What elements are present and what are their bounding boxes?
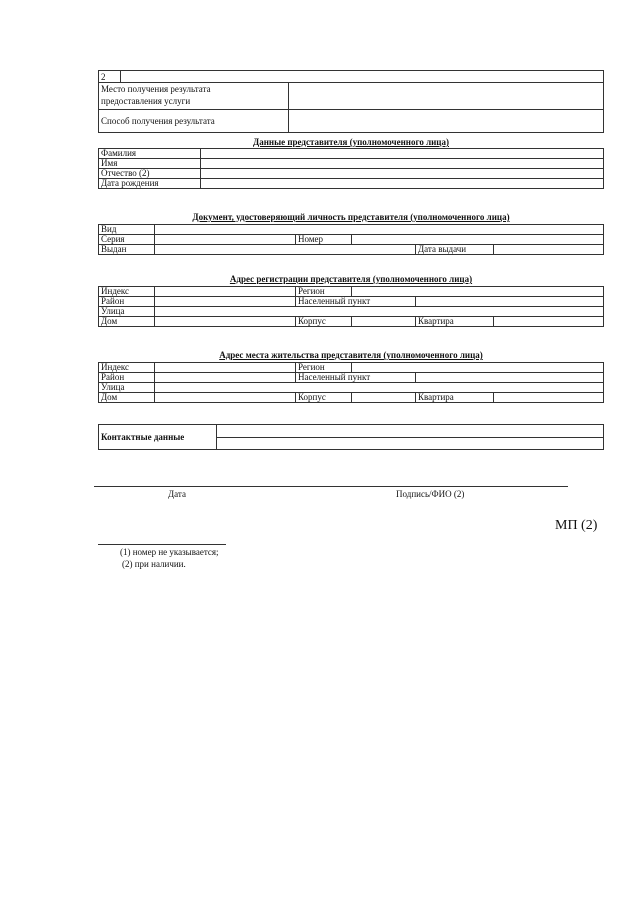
rep-section-title: Данные представителя (уполномоченного лица) [253,137,449,147]
first-name-field[interactable] [201,159,604,169]
reg-building-field[interactable] [352,317,416,327]
date-label: Дата [168,489,186,499]
rep-data-table [98,148,604,189]
reg-house-label: Дом [99,317,155,327]
reg-address-title: Адрес регистрации представителя (уполномоченного лица) [229,274,473,284]
doc-number-field[interactable] [352,235,604,245]
last-name-field[interactable] [201,149,604,159]
doc-number-label: Номер [296,235,352,245]
result-method-label: Способ получения результата [99,110,289,133]
reg-district-field[interactable] [155,297,296,307]
res-building-field[interactable] [352,393,416,403]
res-house-field[interactable] [155,393,296,403]
res-address-table [98,362,604,403]
res-street-field[interactable] [155,383,604,393]
doc-series-label: Серия [99,235,155,245]
res-locality-label: Населенный пункт [296,373,416,383]
reg-region-field[interactable] [352,287,604,297]
reg-index-field[interactable] [155,287,296,297]
result-method-field[interactable] [289,110,604,133]
contacts-field-2[interactable] [217,437,604,450]
reg-house-field[interactable] [155,317,296,327]
doc-issue-date-field[interactable] [494,245,604,255]
reg-region-label: Регион [296,287,352,297]
contacts-label: Контактные данные [99,425,217,450]
signature-label: Подпись/ФИО (2) [396,489,465,499]
res-district-label: Район [99,373,155,383]
res-region-label: Регион [296,363,352,373]
res-region-field[interactable] [352,363,604,373]
birth-date-field[interactable] [201,179,604,189]
doc-series-field[interactable] [155,235,296,245]
footnote-2: (2) при наличии. [122,559,186,569]
reg-street-label: Улица [99,307,155,317]
res-apartment-field[interactable] [494,393,604,403]
res-address-title: Адрес места жительства представителя (уполномоченного лица) [219,350,483,360]
result-block [98,70,604,133]
res-building-label: Корпус [296,393,352,403]
res-district-field[interactable] [155,373,296,383]
reg-locality-field[interactable] [416,297,604,307]
contacts-table [98,424,604,450]
doc-issued-field[interactable] [155,245,416,255]
footnote-1: (1) номер не указывается; [120,547,219,557]
reg-building-label: Корпус [296,317,352,327]
last-name-label: Фамилия [99,149,201,159]
doc-kind-label: Вид [99,225,155,235]
footnote-separator [98,544,226,545]
birth-date-label: Дата рождения [99,179,201,189]
res-index-label: Индекс [99,363,155,373]
doc-issued-label: Выдан [99,245,155,255]
reg-district-label: Район [99,297,155,307]
reg-address-table [98,286,604,327]
reg-apartment-label: Квартира [416,317,494,327]
res-street-label: Улица [99,383,155,393]
reg-locality-label: Населенный пункт [296,297,416,307]
doc-table [98,224,604,255]
stamp-label: МП (2) [555,518,598,533]
doc-section-title: Документ, удостоверяющий личность представителя (уполномоченного лица) [192,212,510,222]
doc-kind-field[interactable] [155,225,604,235]
res-locality-field[interactable] [416,373,604,383]
reg-street-field[interactable] [155,307,604,317]
page-number: 2 [99,71,121,83]
page-number-blank[interactable] [121,71,604,83]
contacts-field-1[interactable] [217,425,604,438]
res-house-label: Дом [99,393,155,403]
patronymic-field[interactable] [201,169,604,179]
signature-line [94,486,568,487]
reg-apartment-field[interactable] [494,317,604,327]
result-place-field[interactable] [289,83,604,110]
first-name-label: Имя [99,159,201,169]
reg-index-label: Индекс [99,287,155,297]
res-index-field[interactable] [155,363,296,373]
doc-issue-date-label: Дата выдачи [416,245,494,255]
res-apartment-label: Квартира [416,393,494,403]
patronymic-label: Отчество (2) [99,169,201,179]
result-place-label: Место получения результата предоставления услуги [99,83,289,110]
